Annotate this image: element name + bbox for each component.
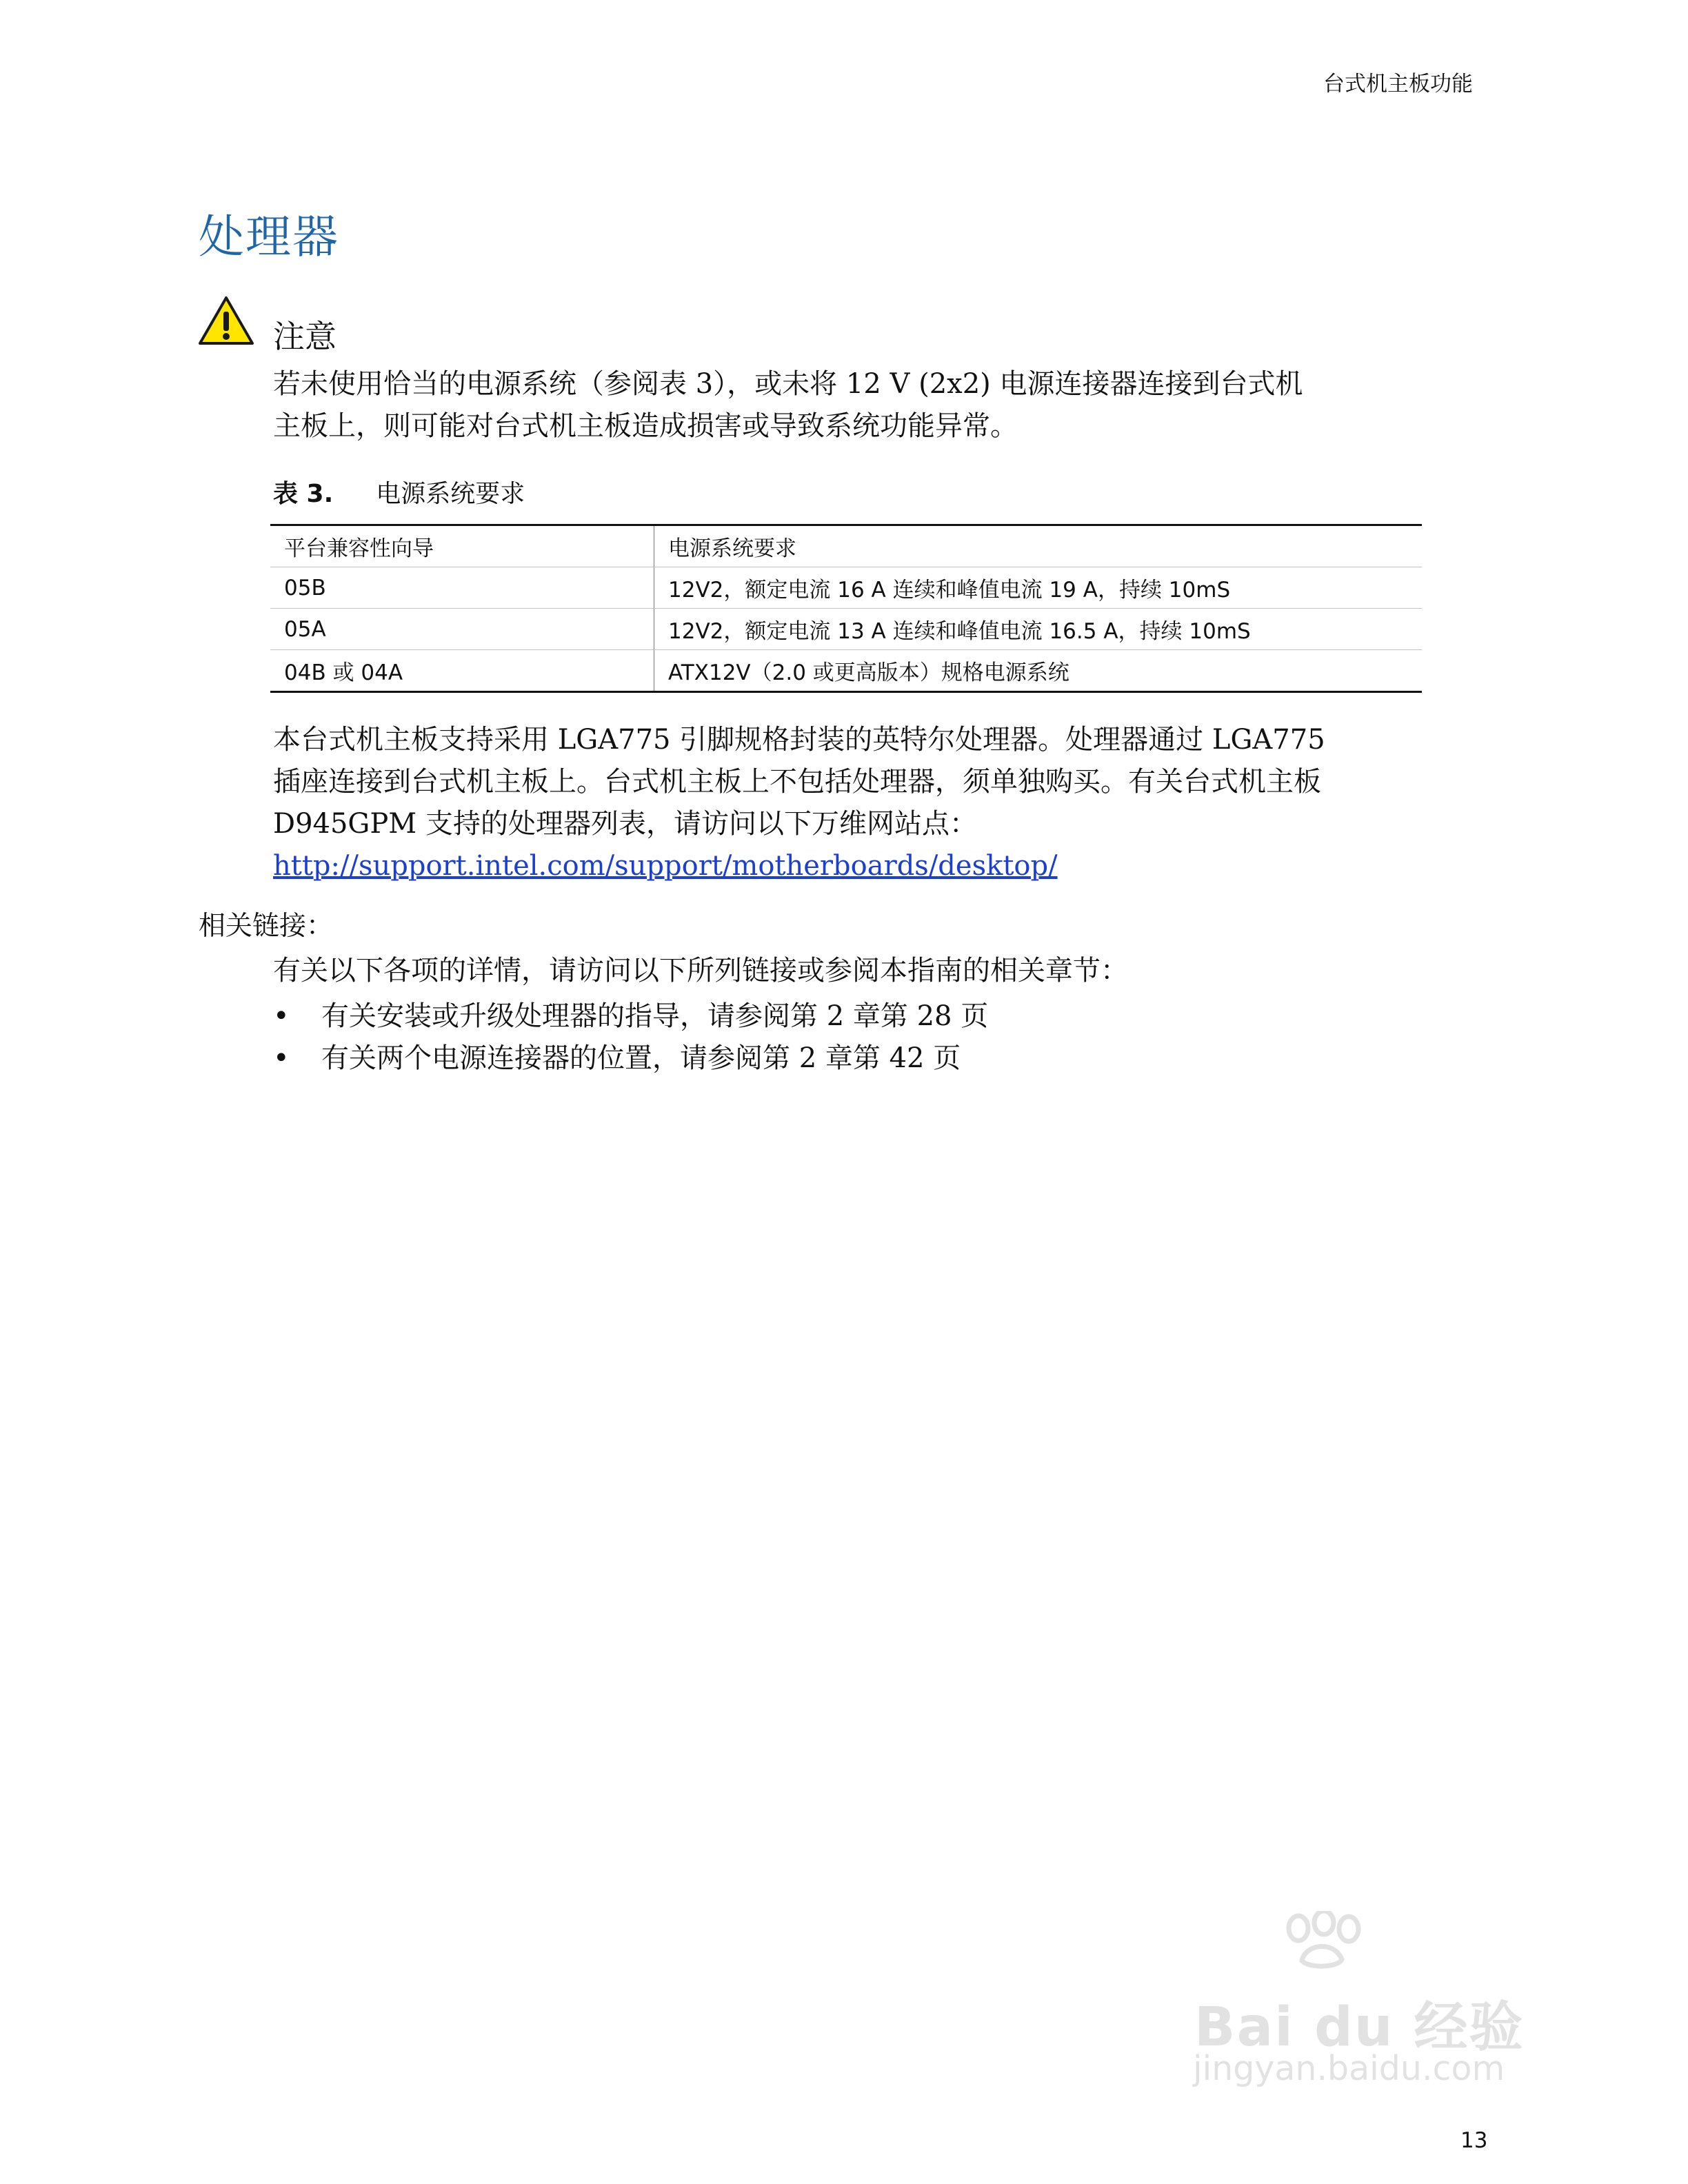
- table-cell-power: ATX12V（2.0 或更高版本）规格电源系统: [654, 650, 1423, 692]
- section-title: 处理器: [199, 210, 339, 263]
- table-cell-power: 12V2，额定电流 13 A 连续和峰值电流 16.5 A，持续 10mS: [654, 609, 1423, 650]
- page-number: 13: [1460, 2128, 1488, 2153]
- caution-triangle-icon: [197, 295, 255, 346]
- caution-title: 注意: [273, 318, 336, 355]
- table-caption-title: 电源系统要求: [376, 480, 525, 508]
- related-links-intro: 有关以下各项的详情，请访问以下所列链接或参阅本指南的相关章节：: [273, 955, 1128, 987]
- table-caption: [273, 474, 525, 509]
- baidu-jingyan-watermark: [1180, 1903, 1574, 2088]
- caution-message-line-2: 主板上，则可能对台式机主板造成损害或导致系统功能异常。: [273, 410, 1018, 442]
- watermark-url: jingyan.baidu.com: [1193, 2049, 1505, 2088]
- table-header-row: [270, 525, 1422, 567]
- processor-description-line-3: D945GPM 支持的处理器列表，请访问以下万维网站点：: [273, 808, 977, 840]
- table-cell-platform: 05A: [270, 609, 654, 650]
- list-item: • 有关两个电源连接器的位置，请参阅第 2 章第 42 页: [273, 1038, 988, 1080]
- page-header-title: 台式机主板功能: [1323, 72, 1473, 97]
- paw-icon: [1267, 1911, 1378, 1969]
- table-row: [270, 609, 1422, 650]
- processor-description: [273, 719, 1445, 887]
- processor-description-line-2: 插座连接到台式机主板上。台式机主板上不包括处理器，须单独购买。有关台式机主板: [273, 766, 1321, 798]
- caution-message-line-1: 若未使用恰当的电源系统（参阅表 3），或未将 12 V (2x2) 电源连接器连接到台式机: [273, 368, 1303, 400]
- table-cell-platform: 04B 或 04A: [270, 650, 654, 692]
- list-item: • 有关安装或升级处理器的指导，请参阅第 2 章第 28 页: [273, 995, 988, 1038]
- table-header-power: 电源系统要求: [654, 525, 1423, 567]
- table-cell-power: 12V2，额定电流 16 A 连续和峰值电流 19 A，持续 10mS: [654, 567, 1423, 609]
- table-cell-platform: 05B: [270, 567, 654, 609]
- table-header-platform: 平台兼容性向导: [270, 525, 654, 567]
- intel-support-link[interactable]: http://support.intel.com/support/motherboards/desktop/: [273, 850, 1058, 882]
- related-links-list: [273, 995, 988, 1080]
- watermark-brand-text: Bai du 经验: [1194, 1996, 1525, 2059]
- table-caption-label: 表 3.: [273, 480, 334, 508]
- table-row: [270, 567, 1422, 609]
- power-requirements-table: [270, 524, 1422, 693]
- caution-message: [273, 363, 1445, 447]
- processor-description-line-1: 本台式机主板支持采用 LGA775 引脚规格封装的英特尔处理器。处理器通过 LGA775: [273, 724, 1325, 756]
- related-links-heading: 相关链接：: [199, 911, 334, 942]
- table-row: [270, 650, 1422, 692]
